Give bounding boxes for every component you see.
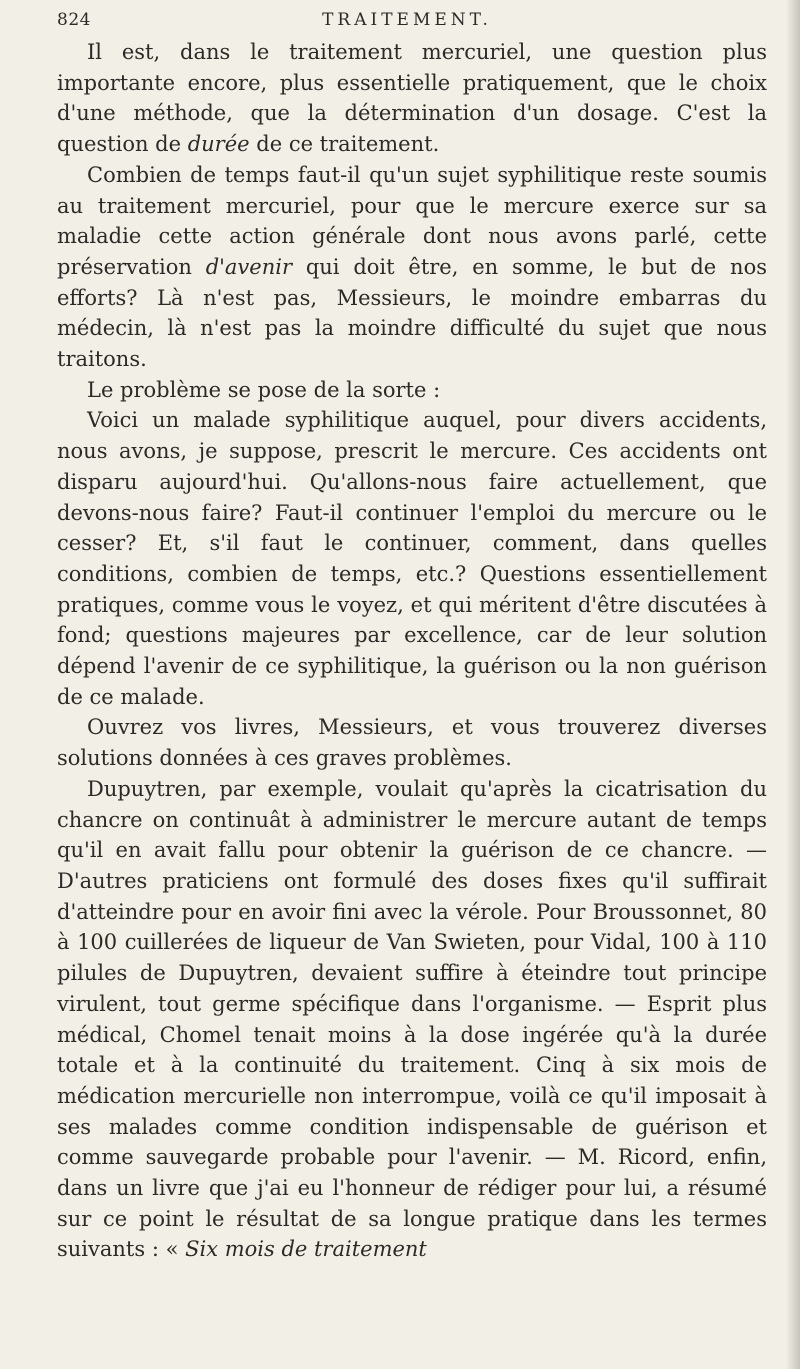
paragraph — [57, 774, 767, 1265]
text-run: Voici un malade syphilitique auquel, pour divers accidents, nous avons, je suppose, prescrit le mercure. Ces accidents ont disparu aujourd'hui. Qu'allons-nous faire actuellement, que devons-nous faire? Faut-il continuer l'emploi du mercure ou le cesser? Et, s'il faut le continuer, comment, dans quelles conditions, combien de temps, etc.? Questions essentiellement pratiques, comme vous le voyez, et qui méritent d'être discutées à fond; questions majeures par excellence, car de leur solution dépend l'avenir de ce syphilitique, la guérison ou la non guérison de ce malade. — [57, 408, 767, 709]
text-run: Le problème se pose de la sorte : — [87, 377, 441, 402]
italic-term: d'avenir — [205, 254, 292, 279]
page-number: 824 — [57, 10, 91, 30]
text-run: de ce traitement. — [249, 132, 440, 157]
page-header — [57, 6, 757, 36]
text-run: Dupuytren, par exemple, voulait qu'après la cicatrisation du chancre on continuât à administrer le mercure autant de temps qu'il en avait fallu pour obtenir la guérison de ce chancre. — D'autres praticiens ont formulé des doses fixes qu'il suffirait d'atteindre pour en avoir fini avec la vérole. Pour Broussonnet, 80 à 100 cuillerées de liqueur de Van Swieten, pour Vidal, 100 à 110 pilules de Dupuytren, devaient suffire à éteindre tout principe virulent, tout germe spécifique dans l'organisme. — Esprit plus médical, Chomel tenait moins à la dose ingérée qu'à la durée totale et à la continuité du traitement. Cinq à six mois de médication mercurielle non interrompue, voilà ce qu'il imposait à ses malades comme condition indispensable de guérison et comme sauvegarde probable pour l'avenir. — M. Ricord, enfin, dans un livre que j'ai eu l'honneur de rédiger pour lui, a résumé sur ce point le résultat de sa longue pratique dans les termes suivants : « — [57, 776, 767, 1262]
italic-quote: Six mois de traitement — [185, 1237, 427, 1262]
text-run: Combien de temps faut-il qu'un sujet syphilitique reste soumis au traitement mercuriel, pour que le mercure exerce sur sa maladie cette action générale dont nous avons parlé, cette préservation — [57, 162, 767, 279]
paragraph — [57, 375, 767, 406]
text-run: Il est, dans le traitement mercuriel, une question plus importante encore, plus essentielle pratiquement, que le choix d'une méthode, que la détermination d'un dosage. C'est la question de — [57, 40, 767, 157]
page-edge-shadow — [786, 0, 800, 1369]
text-run: Ouvrez vos livres, Messieurs, et vous trouverez diverses solutions données à ces graves problèmes. — [57, 715, 767, 771]
paragraph — [57, 37, 767, 160]
paragraph — [57, 405, 767, 712]
body-text — [57, 37, 767, 1265]
paragraph — [57, 712, 767, 773]
italic-term: durée — [187, 132, 250, 157]
text-run: qui doit être, en somme, le but de nos efforts? Là n'est pas, Messieurs, le moindre embarras du médecin, là n'est pas la moindre difficulté du sujet que nous traitons. — [57, 254, 767, 372]
paragraph — [57, 160, 767, 375]
running-title: TRAITEMENT. — [322, 10, 492, 30]
